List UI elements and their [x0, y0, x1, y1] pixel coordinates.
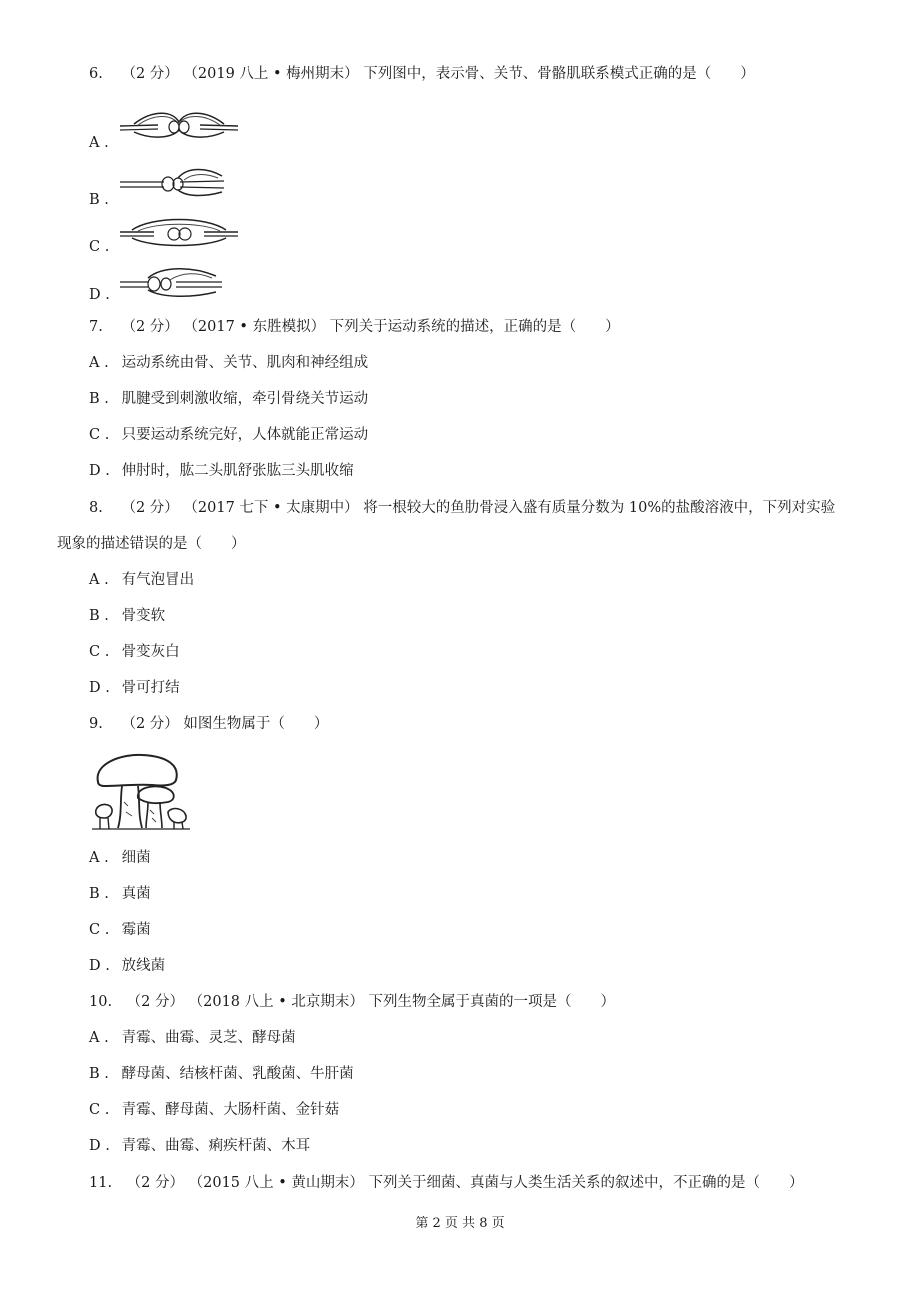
question-11-text: （2 分） （2015 八上 • 黄山期末） 下列关于细菌、真菌与人类生活关系的叙述中，不正确的是（ ） [126, 1175, 804, 1191]
question-10-option-c[interactable]: C . 青霉、酵母菌、大肠杆菌、金针菇 [89, 1102, 340, 1118]
question-8-option-c[interactable]: C . 骨变灰白 [89, 644, 180, 660]
question-10-text: （2 分） （2018 八上 • 北京期末） 下列生物全属于真菌的一项是（ ） [126, 994, 616, 1010]
question-8-option-a[interactable]: A . 有气泡冒出 [89, 572, 195, 588]
question-7-option-c[interactable]: C . 只要运动系统完好，人体就能正常运动 [89, 427, 369, 443]
bone-joint-muscle-diagram-d [118, 266, 224, 298]
question-7-header: 7. （2 分） （2017 • 东胜模拟） 下列关于运动系统的描述，正确的是（ ） [89, 319, 620, 335]
question-8-option-d[interactable]: D . 骨可打结 [89, 680, 180, 696]
question-9-option-c[interactable]: C . 霉菌 [89, 922, 151, 938]
question-6-header: 6. （2 分） （2019 八上 • 梅州期末） 下列图中，表示骨、关节、骨骼肌联系模式正确的是（ ） [89, 66, 755, 82]
question-9-header: 9. （2 分） 如图生物属于（ ） [89, 716, 329, 732]
question-9-option-b[interactable]: B . 真菌 [89, 886, 151, 902]
question-10-option-a[interactable]: A . 青霉、曲霉、灵芝、酵母菌 [89, 1030, 296, 1046]
question-8-option-b[interactable]: B . 骨变软 [89, 608, 166, 624]
question-6-option-d[interactable]: D . [89, 287, 110, 303]
bone-joint-muscle-diagram-a [118, 108, 240, 140]
question-9-text: （2 分） 如图生物属于（ ） [121, 716, 329, 732]
bone-joint-muscle-diagram-b [118, 166, 226, 198]
question-6-option-c[interactable]: C . [89, 239, 110, 255]
question-6-option-b[interactable]: B . [89, 192, 109, 208]
question-7-option-d[interactable]: D . 伸肘时，肱二头肌舒张肱三头肌收缩 [89, 463, 354, 479]
question-8-text-continued: 现象的描述错误的是（ ） [57, 536, 246, 552]
question-8-header: 8. （2 分） （2017 七下 • 太康期中） 将一根较大的鱼肋骨浸入盛有质量分数为 10%的盐酸溶液中，下列对实验 [89, 500, 836, 516]
question-7-text: （2 分） （2017 • 东胜模拟） 下列关于运动系统的描述，正确的是（ ） [121, 319, 620, 335]
question-11-header: 11. （2 分） （2015 八上 • 黄山期末） 下列关于细菌、真菌与人类生活关系的叙述中，不正确的是（ ） [89, 1175, 804, 1191]
question-9-option-a[interactable]: A . 细菌 [89, 850, 151, 866]
page-number-footer: 第 2 页 共 8 页 [415, 1216, 505, 1231]
question-6-text: （2 分） （2019 八上 • 梅州期末） 下列图中，表示骨、关节、骨骼肌联系模式正确的是（ ） [121, 66, 755, 82]
question-10-option-b[interactable]: B . 酵母菌、结核杆菌、乳酸菌、牛肝菌 [89, 1066, 354, 1082]
question-8-text: （2 分） （2017 七下 • 太康期中） 将一根较大的鱼肋骨浸入盛有质量分数为 10%的盐酸溶液中，下列对实验 [121, 500, 836, 516]
question-9-option-d[interactable]: D . 放线菌 [89, 958, 166, 974]
question-6-option-a[interactable]: A . [89, 135, 109, 151]
mushroom-illustration [92, 752, 190, 830]
question-7-option-a[interactable]: A . 运动系统由骨、关节、肌肉和神经组成 [89, 355, 369, 371]
question-10-header: 10. （2 分） （2018 八上 • 北京期末） 下列生物全属于真菌的一项是（ ） [89, 994, 616, 1010]
question-7-option-b[interactable]: B . 肌腱受到刺激收缩，牵引骨绕关节运动 [89, 391, 369, 407]
question-10-option-d[interactable]: D . 青霉、曲霉、痢疾杆菌、木耳 [89, 1138, 311, 1154]
bone-joint-muscle-diagram-c [118, 216, 240, 248]
